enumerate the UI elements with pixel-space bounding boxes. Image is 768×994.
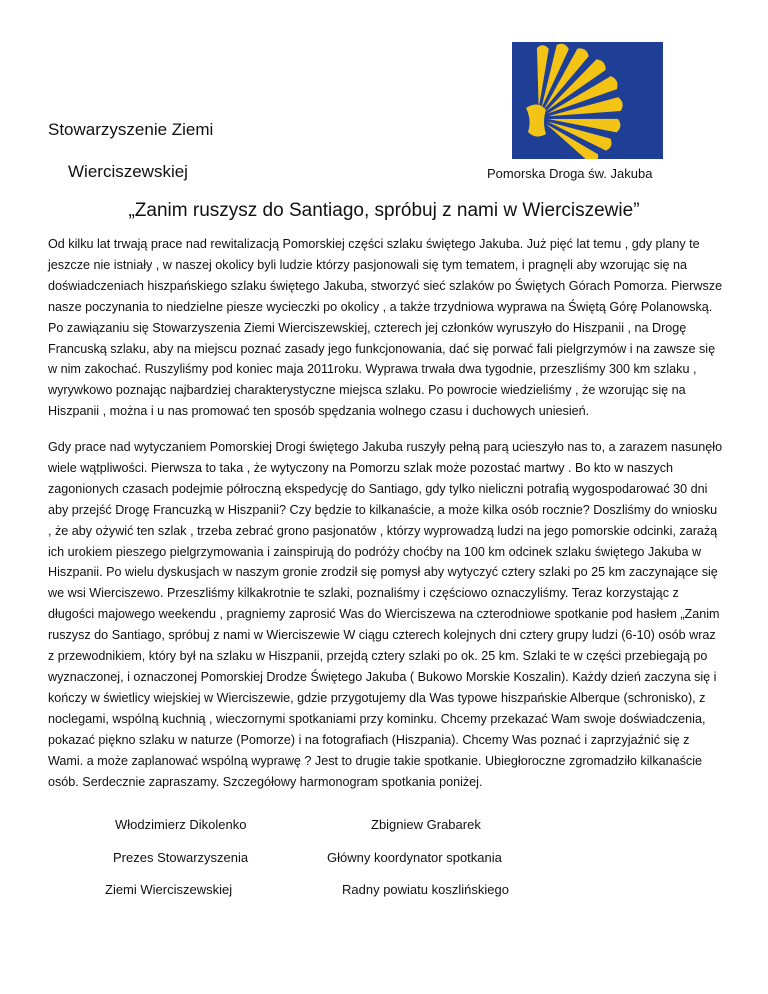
signature-right-role: Główny koordynator spotkania	[327, 850, 502, 865]
headline: „Zanim ruszysz do Santiago, spróbuj z nami w Wierciszewie”	[128, 200, 640, 221]
signature-left-org: Ziemi Wierciszewskiej	[105, 882, 233, 897]
organization-name-line1: Stowarzyszenie Ziemi	[48, 120, 214, 139]
organization-name-line2: Wierciszewskiej	[68, 162, 188, 181]
body-paragraph-1: Od kilku lat trwają prace nad rewitalizacją Pomorskiej części szlaku świętego Jakuba. Już pięć lat temu , gdy plany te jeszcze nie istniały , w naszej okolicy byli ludzie którzy pasjonowali się tym tematem, i pragnęli aby wzorując się na doświadczeniach hiszpańskiego szlaku świętego Jakuba, stworzyć sieć szlaków po Świętych Górach Pomorza. Pierwsze nasze poczynania to niedzielne piesze wycieczki po okolicy , a także trzydniowa wyprawa na Świętą Górę Polanowską. Po zawiązaniu się Stowarzyszenia Ziemi Wierciszewskiej, czterech jej członków wyruszyło do Hiszpanii , na Drogę Francuską szlaku, aby na miejscu poznać zasady jego funkcjonowania, dać się porwać fali pielgrzymów i na zawsze się w nim zakochać. Ruszyliśmy pod koniec maja 2011roku. Wyprawa trwała dwa tygodnie, przeszliśmy 300 km szlaku , wyrywkowo poznając najbardziej charakterystyczne miejsca szlaku. Po powrocie wiedzieliśmy , że wzorując się na Hiszpanii , można i u nas promować ten sposób spędzania wolnego czasu i duchowych uniesień.	[48, 237, 723, 419]
route-name: Pomorska Droga św. Jakuba	[487, 166, 653, 181]
scallop-shell-logo	[512, 42, 663, 159]
signature-right-org: Radny powiatu koszlińskiego	[342, 882, 509, 897]
signature-right-name: Zbigniew Grabarek	[371, 817, 481, 832]
signature-left-name: Włodzimierz Dikolenko	[115, 817, 247, 832]
scallop-shell-icon	[512, 42, 663, 159]
signature-left-role: Prezes Stowarzyszenia	[113, 850, 249, 865]
body-paragraph-2: Gdy prace nad wytyczaniem Pomorskiej Drogi świętego Jakuba ruszyły pełną parą ucieszyło nas to, a zarazem nasunęło wiele wątpliwości. Pierwsza to taka , że wytyczony na Pomorzu szlak może pozostać martwy . Bo kto w naszych zagonionych czasach podejmie półroczną ekspedycję do Santiago, gdy tylko nieliczni potrafią wygospodarować 30 dni aby przejść Drogę Francuzką w Hiszpanii? Czy będzie to kilkanaście, a może kilka osób rocznie? Doszliśmy do wniosku , że aby ożywić ten szlak , trzeba zebrać grono pasjonatów , którzy wyprowadzą ludzi na jego pomorskie odcinki, zarażą ich urokiem pieszego pielgrzymowania i zainspirują do podróży choćby na 100 km odcinek szlaku świętego Jakuba w Hiszpanii. Po wielu dyskusjach w naszym gronie zrodził się pomysł aby wytyczyć cztery szlaki po 25 km zaczynające się we wsi Wierciszewo. Przeszliśmy kilkakrotnie te szlaki, poznaliśmy i częściowo oznaczyliśmy. Teraz korzystając z długości majowego weekendu , pragniemy zaprosić Was do Wierciszewa na czterodniowe spotkanie pod hasłem „Zanim ruszysz do Santiago, spróbuj z nami w Wierciszewie W ciągu czterech kolejnych dni cztery grupy ludzi (6-10) osób wraz z przewodnikiem, który był na szlaku w Hiszpanii, przejdą cztery szlaki po ok. 25 km. Szlaki te w części przebiegają po wyznaczonej, i oznaczonej Pomorskiej Drodze Świętego Jakuba ( Bukowo Morskie Koszalin). Każdy dzień zaczyna się i kończy w świetlicy wiejskiej w Wierciszewie, gdzie przygotujemy dla Was typowe hiszpańskie Alberque (schronisko), z noclegami, wspólną kuchnią , wieczornymi spotkaniami przy kominku. Chcemy przekazać Wam swoje doświadczenia, pokazać piękno szlaku w naturze (Pomorze) i na fotografiach (Hiszpania). Chcemy Was poznać i zaprzyjaźnić się z Wami. a może zaplanować wspólną wyprawę ? Jest to drugie takie spotkanie. Ubiegłoroczne zgromadziło kilkanaście osób. Serdecznie zapraszamy. Szczegółowy harmonogram spotkania poniżej.	[48, 440, 723, 789]
